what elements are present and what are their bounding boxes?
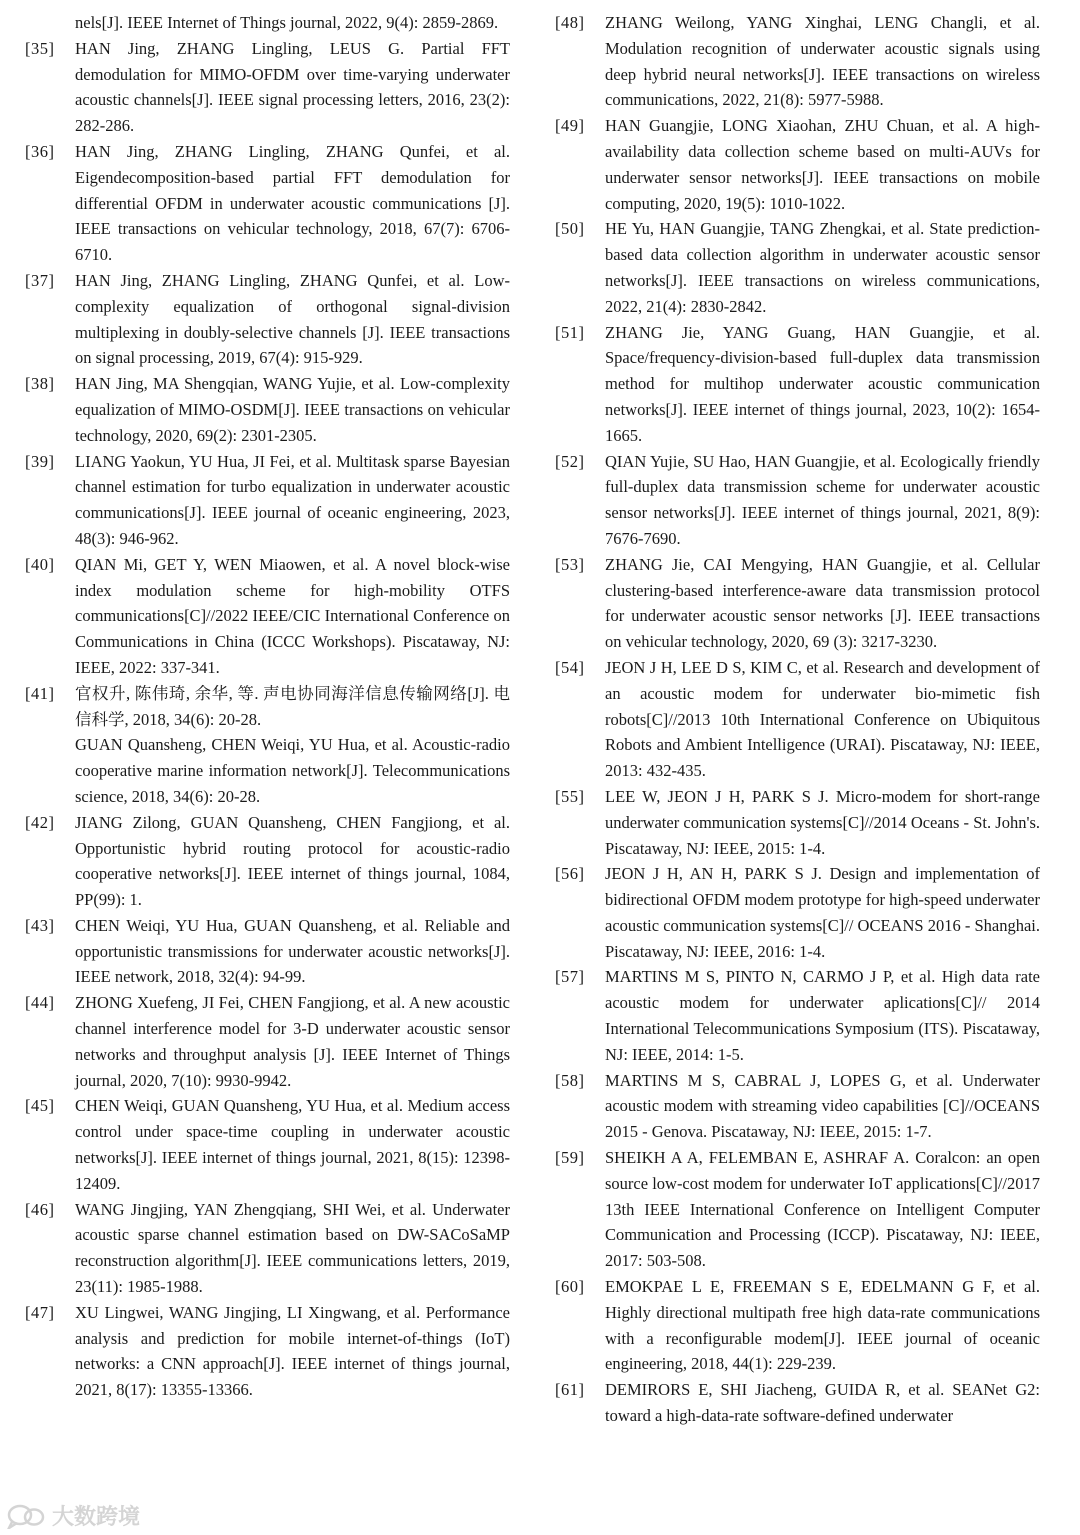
- reference-entry: [555, 1274, 1040, 1377]
- reference-number: [36]: [25, 141, 55, 161]
- reference-entry: [25, 139, 510, 268]
- reference-number: [58]: [555, 1070, 585, 1090]
- reference-text: MARTINS M S, CABRAL J, LOPES G, et al. Underwater acoustic modem with streaming video capabilities [C]//OCEANS 2015 - Genova. Piscataway, NJ: IEEE, 2015: 1-7.: [605, 1070, 1040, 1142]
- reference-text: HAN Jing, ZHANG Lingling, ZHANG Qunfei, et al. Low-complexity equalization of orthogonal signal-division multiplexing in doubly-selective channels [J]. IEEE transactions on signal processing, 2019, 67(4): 915-929.: [75, 270, 510, 368]
- reference-entry: [555, 784, 1040, 861]
- reference-text: QIAN Yujie, SU Hao, HAN Guangjie, et al. Ecologically friendly full-duplex data transmission scheme for underwater acoustic sensor networks[J]. IEEE internet of things journal, 2021, 8(9): 7676-7690.: [605, 451, 1040, 548]
- watermark: [6, 1500, 140, 1531]
- reference-entry: [555, 10, 1040, 113]
- reference-text: 官权升, 陈伟琦, 余华, 等. 声电协同海洋信息传输网络[J]. 电信科学, 2018, 34(6): 20-28.: [75, 683, 510, 729]
- reference-text: nels[J]. IEEE Internet of Things journal, 2022, 9(4): 2859-2869.: [75, 13, 499, 32]
- reference-entry: [25, 1300, 510, 1403]
- reference-entry: [555, 964, 1040, 1067]
- reference-entry: [25, 552, 510, 681]
- reference-text: HAN Jing, ZHANG Lingling, ZHANG Qunfei, et al. Eigendecomposition-based partial FFT demodulation for differential OFDM in underwater acoustic communications [J]. IEEE transactions on vehicular technology, 2018, 67(7): 6706-6710.: [75, 141, 510, 265]
- reference-entry: [25, 1093, 510, 1196]
- reference-text: MARTINS M S, PINTO N, CARMO J P, et al. High data rate acoustic modem for underwater aplications[C]// 2014 International Telecommunications Symposium (ITS). Piscataway, NJ: IEEE, 2014: 1-5.: [605, 967, 1040, 1064]
- reference-number: [51]: [555, 322, 585, 342]
- reference-number: [38]: [25, 374, 55, 394]
- reference-entry: [555, 1377, 1040, 1429]
- reference-text: HAN Guangjie, LONG Xiaohan, ZHU Chuan, et al. A high-availability data collection scheme based on multi-AUVs for underwater sensor networks[J]. IEEE transactions on mobile computing, 2020, 19(5): 1010-1022.: [605, 116, 1040, 213]
- reference-number: [57]: [555, 967, 585, 987]
- reference-number: [50]: [555, 219, 585, 239]
- reference-text: XU Lingwei, WANG Jingjing, LI Xingwang, et al. Performance analysis and prediction for mobile internet-of-things (IoT) networks: a CNN approach[J]. IEEE internet of things journal, 2021, 8(17): 13355-13366.: [75, 1302, 510, 1400]
- reference-text: EMOKPAE L E, FREEMAN S E, EDELMANN G F, et al. Highly directional multipath free high data-rate communications with a reconfigurable modem[J]. IEEE journal of oceanic engineering, 2018, 44(1): 229-239.: [605, 1277, 1040, 1374]
- reference-text: LEE W, JEON J H, PARK S J. Micro-modem for short-range underwater communication systems[C]//2014 Oceans - St. John's. Piscataway, NJ: IEEE, 2015: 1-4.: [605, 786, 1040, 858]
- reference-number: [41]: [25, 683, 55, 703]
- reference-number: [46]: [25, 1199, 55, 1219]
- reference-entry: [25, 681, 510, 810]
- reference-text: SHEIKH A A, FELEMBAN E, ASHRAF A. Coralcon: an open source low-cost modem for underwater IoT applications[C]//2017 13th IEEE International Conference on Intelligent Computer Communication and Processing (ICCP). Piscataway, NJ: IEEE, 2017: 503-508.: [605, 1148, 1040, 1271]
- reference-text: CHEN Weiqi, YU Hua, GUAN Quansheng, et al. Reliable and opportunistic transmissions for underwater acoustic networks[J]. IEEE network, 2018, 32(4): 94-99.: [75, 915, 510, 987]
- reference-entry: [25, 1197, 510, 1300]
- reference-number: [42]: [25, 812, 55, 832]
- reference-number: [52]: [555, 451, 585, 471]
- reference-number: [43]: [25, 915, 55, 935]
- reference-number: [39]: [25, 451, 55, 471]
- reference-text: QIAN Mi, GET Y, WEN Miaowen, et al. A novel block-wise index modulation scheme for high-mobility OTFS communications[C]//2022 IEEE/CIC International Conference on Communications in China (ICCC Workshops). Piscataway, NJ: IEEE, 2022: 337-341.: [75, 554, 510, 677]
- reference-text: HAN Jing, ZHANG Lingling, LEUS G. Partial FFT demodulation for MIMO-OFDM over time-varying underwater acoustic channels[J]. IEEE signal processing letters, 2016, 23(2): 282-286.: [75, 38, 510, 136]
- reference-text: LIANG Yaokun, YU Hua, JI Fei, et al. Multitask sparse Bayesian channel estimation for turbo equalization in underwater acoustic communications[J]. IEEE journal of oceanic engineering, 2023, 48(3): 946-962.: [75, 451, 510, 548]
- reference-entry: [25, 371, 510, 448]
- reference-entry: [25, 810, 510, 913]
- reference-number: [37]: [25, 270, 55, 290]
- reference-entry: [555, 449, 1040, 552]
- reference-text: HAN Jing, MA Shengqian, WANG Yujie, et al. Low-complexity equalization of MIMO-OSDM[J]. IEEE transactions on vehicular technology, 2020, 69(2): 2301-2305.: [75, 374, 510, 445]
- reference-entry: [25, 449, 510, 552]
- reference-text: JIANG Zilong, GUAN Quansheng, CHEN Fangjiong, et al. Opportunistic hybrid routing protocol for acoustic-radio cooperative networks[J]. IEEE internet of things journal, 1084, PP(99): 1.: [75, 812, 510, 910]
- reference-number: [53]: [555, 554, 585, 574]
- reference-text: ZHONG Xuefeng, JI Fei, CHEN Fangjiong, et al. A new acoustic channel interference model for 3-D underwater acoustic sensor networks and throughput analysis [J]. IEEE Internet of Things journal, 2020, 7(10): 9930-9942.: [75, 993, 510, 1090]
- reference-entry: [555, 655, 1040, 784]
- chat-bubbles-logo-icon: [6, 1503, 46, 1529]
- reference-number: [47]: [25, 1302, 55, 1322]
- reference-number: [35]: [25, 38, 55, 58]
- reference-text: DEMIRORS E, SHI Jiacheng, GUIDA R, et al. SEANet G2: toward a high-data-rate software-defined underwater: [605, 1380, 1040, 1426]
- reference-number: [59]: [555, 1148, 585, 1168]
- reference-entry: [25, 10, 510, 36]
- reference-number: [54]: [555, 657, 585, 677]
- reference-number: [44]: [25, 993, 55, 1013]
- reference-number: [55]: [555, 786, 585, 806]
- reference-entry: [555, 552, 1040, 655]
- reference-entry: [555, 861, 1040, 964]
- reference-text: JEON J H, AN H, PARK S J. Design and implementation of bidirectional OFDM modem prototype for high-speed underwater acoustic communication systems[C]// OCEANS 2016 - Shanghai. Piscataway, NJ: IEEE, 2016: 1-4.: [605, 864, 1040, 961]
- reference-number: [48]: [555, 13, 585, 32]
- reference-text: CHEN Weiqi, GUAN Quansheng, YU Hua, et al. Medium access control under space-time coupling in underwater acoustic networks[J]. IEEE internet of things journal, 2021, 8(15): 12398-12409.: [75, 1096, 510, 1193]
- reference-text: ZHANG Jie, YANG Guang, HAN Guangjie, et al. Space/frequency-division-based full-duplex data transmission method for multihop underwater acoustic communication networks[J]. IEEE internet of things journal, 2023, 10(2): 1654-1665.: [605, 322, 1040, 445]
- reference-number: [45]: [25, 1096, 55, 1116]
- reference-entry: [25, 913, 510, 990]
- reference-number: [56]: [555, 864, 585, 884]
- reference-number: [61]: [555, 1380, 585, 1400]
- reference-text: ZHANG Weilong, YANG Xinghai, LENG Changli, et al. Modulation recognition of underwater acoustic signals using deep hybrid neural networks[J]. IEEE transactions on wireless communications, 2022, 21(8): 5977-5988.: [605, 13, 1040, 110]
- reference-entry: [25, 36, 510, 139]
- reference-text: ZHANG Jie, CAI Mengying, HAN Guangjie, et al. Cellular clustering-based interference-aware data transmission protocol for underwater acoustic sensor networks [J]. IEEE transactions on vehicular technology, 2020, 69 (3): 3217-3230.: [605, 554, 1040, 652]
- reference-number: [40]: [25, 554, 55, 574]
- reference-number: [60]: [555, 1277, 585, 1297]
- watermark-text: 大数跨境: [52, 1505, 141, 1530]
- reference-entry: [555, 216, 1040, 319]
- reference-text: JEON J H, LEE D S, KIM C, et al. Research and development of an acoustic modem for underwater bio-mimetic fish robots[C]//2013 10th International Conference on Ubiquitous Robots and Ambient Intelligence (URAI). Piscataway, NJ: IEEE, 2013: 432-435.: [605, 657, 1040, 781]
- left-column: [25, 10, 510, 1403]
- reference-entry: [555, 320, 1040, 449]
- reference-text: HE Yu, HAN Guangjie, TANG Zhengkai, et al. State prediction-based data collection algorithm in underwater acoustic sensor networks[J]. IEEE transactions on wireless communications, 2022, 21(4): 2830-2842.: [605, 219, 1040, 316]
- reference-entry: [555, 1068, 1040, 1145]
- right-column: [555, 10, 1040, 1429]
- reference-number: [49]: [555, 116, 585, 136]
- reference-translation: GUAN Quansheng, CHEN Weiqi, YU Hua, et al. Acoustic-radio cooperative marine information network[J]. Telecommunications science, 2018, 34(6): 20-28.: [75, 735, 510, 806]
- reference-entry: [555, 113, 1040, 216]
- reference-entry: [555, 1145, 1040, 1274]
- reference-text: WANG Jingjing, YAN Zhengqiang, SHI Wei, et al. Underwater acoustic sparse channel estimation based on DW-SACoSaMP reconstruction algorithm[J]. IEEE communications letters, 2019, 23(11): 1985-1988.: [75, 1199, 510, 1297]
- reference-entry: [25, 990, 510, 1093]
- reference-entry: [25, 268, 510, 371]
